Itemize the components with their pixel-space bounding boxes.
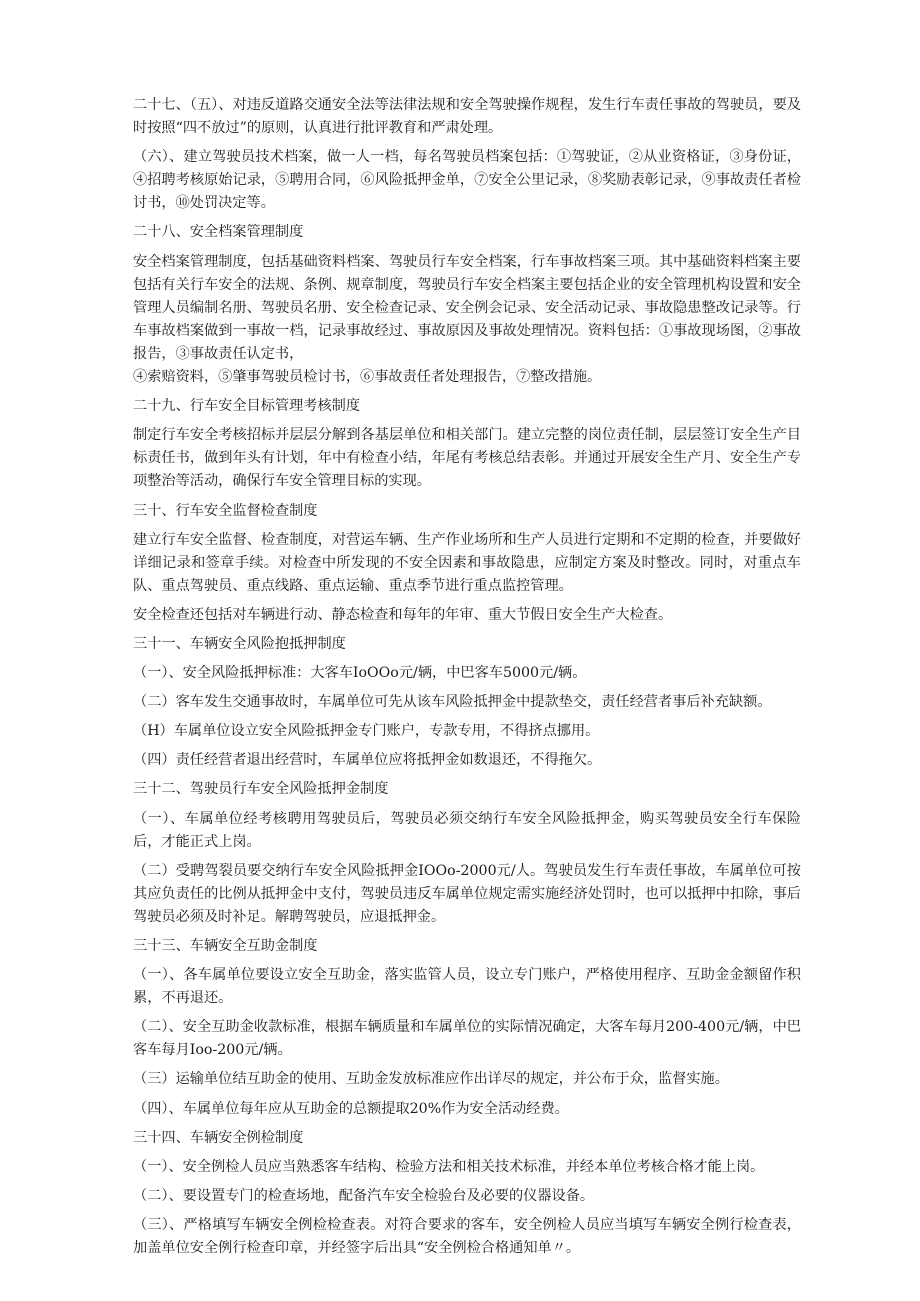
list-item: （二）、要设置专门的检查场地，配备汽车安全检验台及必要的仪器设备。 (133, 1187, 595, 1204)
list-item: （二）受聘驾裂员要交纳行车安全风险抵押金IOOo-2000元/人。驾驶员发生行车责任事故，车属单位可按其应负责任的比例从抵押金中支付，驾驶员违反车属单位规定需实施经济处罚时，也可以抵押中扣除，事后驾驶员必须及时补足。解聘驾驶员，应退抵押金。 (133, 862, 801, 925)
section-heading: 二十八、安全档案管理制度 (133, 224, 304, 241)
paragraph: 二十七、（五）、对违反道路交通安全法等法律法规和安全驾驶操作规程，发生行车责任事故的驾驶员，要及时按照“四不放过”的原则，认真进行批评教育和严肃处理。 (133, 97, 801, 137)
list-item: （二）客车发生交通事故时，车属单位可先从该车风险抵押金中提款垫交，责任经营者事后补充缺额。 (133, 694, 772, 711)
paragraph: ④索赔资料，⑤肇事驾驶员检讨书，⑥事故责任者处理报告，⑦整改措施。 (133, 369, 602, 386)
paragraph: 安全检查还包括对车辆进行动、静态检查和每年的年审、重大节假日安全生产大检查。 (133, 606, 673, 623)
section-heading: 三十四、车辆安全例检制度 (133, 1129, 304, 1146)
list-item: （二）、安全互助金收款标准，根据车辆质量和车属单位的实际情况确定，大客车每月200-400元/辆，中巴客车每月Ioo-200元/辆。 (133, 1019, 801, 1059)
list-item: （四）、车属单位每年应从互助金的总额提取20%作为安全活动经费。 (133, 1100, 569, 1117)
paragraph: （六）、建立驾驶员技术档案，做一人一档，每名驾驶员档案包括：①驾驶证，②从业资格证，③身份证，④招聘考核原始记录，⑤聘用合同，⑥风险抵押金单，⑦安全公里记录，⑧奖励表彰记录，⑨事故责任者检讨书，⑩处罚决定等。 (133, 149, 801, 212)
section-heading: 三十二、驾驶员行车安全风险抵押金制度 (133, 781, 389, 798)
section-heading: 三十三、车辆安全互助金制度 (133, 938, 318, 954)
list-item: （H）车属单位设立安全风险抵押金专门账户，专款专用，不得挤点挪用。 (133, 723, 600, 740)
paragraph: 制定行车安全考核招标并层层分解到各基层单位和相关部门。建立完整的岗位责任制，层层签订安全生产目标责任书，做到年头有计划，年中有检查小结，年尾有考核总结表彰。并通过开展安全生产月、安全生产专项整治等活动，确保行车安全管理目标的实现。 (133, 427, 801, 490)
list-item: （一）、安全例检人员应当熟悉客车结构、检验方法和相关技术标准，并经本单位考核合格才能上岗。 (133, 1158, 765, 1175)
section-heading: 三十一、车辆安全风险抱抵押制度 (133, 635, 346, 652)
paragraph: 安全档案管理制度，包括基础资料档案、驾驶员行车安全档案，行车事故档案三项。其中基础资料档案主要包括有关行车安全的法规、条例、规章制度，驾驶员行车安全档案主要包括企业的安全管理机构设置和安全管理人员编制名册、驾驶员名册、安全检查记录、安全例会记录、安全活动记录、事故隐患整改记录等。行车事故档案做到一事故一档，记录事故经过、事故原因及事故处理情况。资料包括：①事故现场图，②事故报告，③事故责任认定书， (133, 253, 801, 362)
document-body (133, 94, 801, 1260)
list-item: （三）、严格填写车辆安全例检检查表。对符合要求的客车，安全例检人员应当填写车辆安全例行检查表，加盖单位安全例行检查印章，并经签字后出具“安全例检合格通知单〃。 (133, 1216, 801, 1257)
list-item: （三）运输单位结互助金的使用、互助金发放标准应作出详尽的规定，并公布于众，监督实施。 (133, 1071, 729, 1088)
list-item: （一）、安全风险抵押标准：大客车IoOOo元/辆，中巴客车5000元/辆。 (133, 665, 587, 682)
section-heading: 二十九、行车安全目标管理考核制度 (133, 398, 361, 415)
list-item: （一）、车属单位经考核聘用驾驶员后，驾驶员必须交纳行车安全风险抵押金，购买驾驶员安全行车保险后，才能正式上岗。 (133, 810, 801, 850)
paragraph: 建立行车安全监督、检查制度，对营运车辆、生产作业场所和生产人员进行定期和不定期的检查，并要做好详细记录和签章手续。对检查中所发现的不安全因素和事故隐患，应制定方案及时整改。同时，对重点车队、重点驾驶员、重点线路、重点运输、重点季节进行重点监控管理。 (133, 531, 801, 594)
list-item: （四）责任经营者退出经营时，车属单位应将抵押金如数退还，不得拖欠。 (133, 752, 602, 769)
list-item: （一）、各车属单位要设立安全互助金，落实监管人员，设立专门账户，严格使用程序、互助金金额留作积累，不再退还。 (133, 967, 801, 1007)
section-heading: 三十、行车安全监督检查制度 (133, 502, 318, 519)
